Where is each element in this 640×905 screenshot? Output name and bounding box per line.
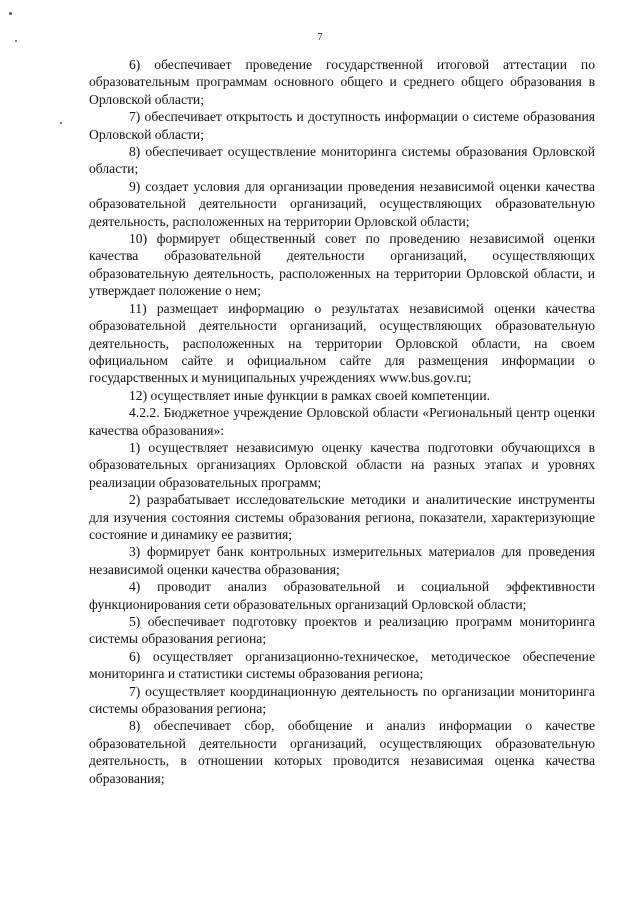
paragraph: 7) осуществляет координационную деятельность по организации мониторинга системы образования региона; bbox=[89, 683, 595, 717]
paragraph: 7) обеспечивает открытость и доступность информации о системе образования Орловской области; bbox=[89, 109, 595, 142]
paragraph: 11) размещает информацию о результатах независимой оценки качества образовательной деятельности организаций, осуществляющих образовательную деятельность, расположенных на территории Орловской области, на своем официальном сайте и официальном сайте для размещения информации о государственных и муниципальных учреждениях www.bus.gov.ru; bbox=[89, 300, 595, 386]
paragraph: 8) обеспечивает осуществление мониторинга системы образования Орловской области; bbox=[89, 144, 595, 177]
paragraph: 3) формирует банк контрольных измерительных материалов для проведения независимой оценки качества образования; bbox=[89, 544, 595, 577]
paragraph: 4.2.2. Бюджетное учреждение Орловской области «Региональный центр оценки качества образования»: bbox=[89, 405, 595, 438]
document-body bbox=[89, 56, 595, 787]
paragraph: 6) осуществляет организационно-техническое, методическое обеспечение мониторинга и статистики системы образования региона; bbox=[89, 648, 595, 682]
page-number: 7 bbox=[317, 31, 323, 43]
scan-speck bbox=[9, 12, 12, 15]
paragraph: 9) создает условия для организации проведения независимой оценки качества образовательной деятельности организаций, осуществляющих образовательную деятельность, расположенных на территории Орловской области; bbox=[89, 178, 595, 229]
paragraph: 1) осуществляет независимую оценку качества подготовки обучающихся в образовательных организациях Орловской области на разных этапах и уровнях реализации образовательных программ; bbox=[89, 439, 595, 490]
scan-speck bbox=[60, 122, 62, 124]
paragraph: 8) обеспечивает сбор, обобщение и анализ информации о качестве образовательной деятельности организаций, осуществляющих образовательную деятельность, в отношении которых проводится независимая оценка качества образования; bbox=[89, 718, 595, 786]
paragraph: 4) проводит анализ образовательной и социальной эффективности функционирования сети образовательных организаций Орловской области; bbox=[89, 579, 595, 612]
paragraph: 5) обеспечивает подготовку проектов и реализацию программ мониторинга системы образования региона; bbox=[89, 614, 595, 647]
paragraph: 10) формирует общественный совет по проведению независимой оценки качества образовательной деятельности организаций, осуществляющих образовательную деятельность, расположенных на территории Орловской области, и утверждает положение о нем; bbox=[89, 231, 595, 299]
paragraph: 2) разрабатывает исследовательские методики и аналитические инструменты для изучения состояния системы образования региона, показатели, характеризующие состояние и динамику ее развития; bbox=[89, 492, 595, 542]
paragraph: 6) обеспечивает проведение государственной итоговой аттестации по образовательным программам основного общего и среднего общего образования в Орловской области; bbox=[89, 57, 595, 107]
paragraph: 12) осуществляет иные функции в рамках своей компетенции. bbox=[129, 387, 490, 403]
